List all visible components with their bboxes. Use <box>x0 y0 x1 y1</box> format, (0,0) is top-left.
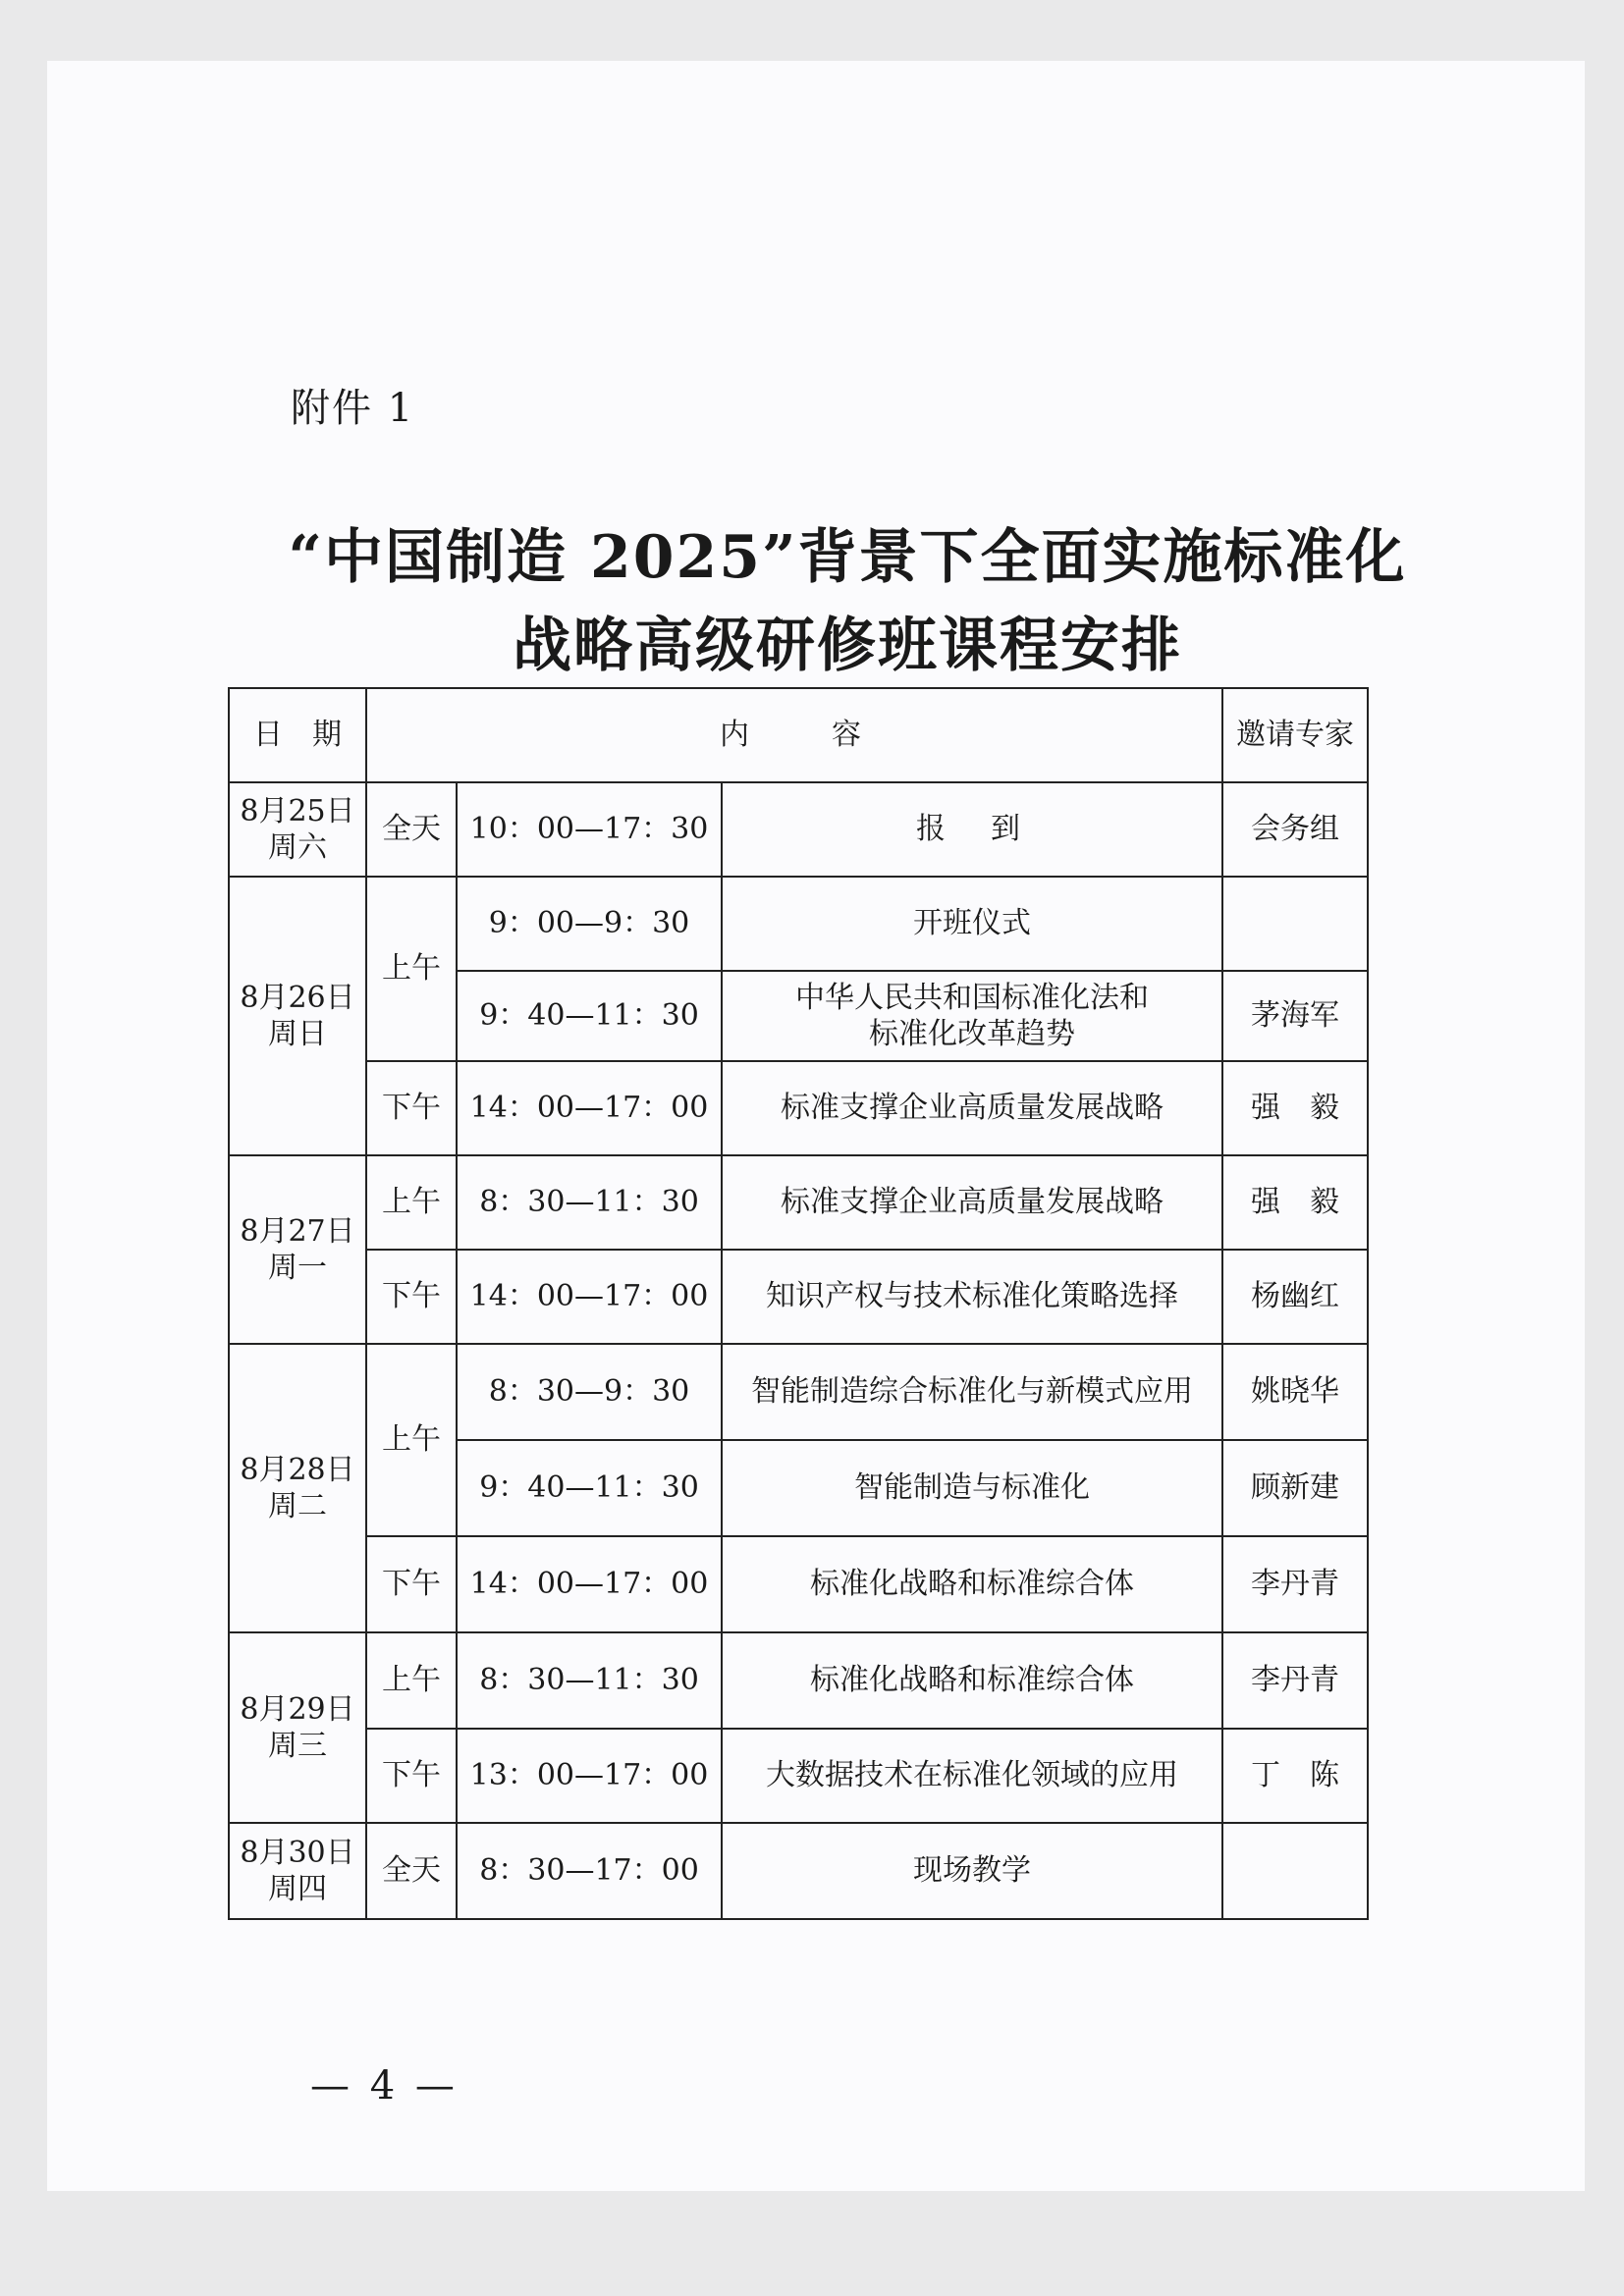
weekday-text: 周六 <box>268 830 327 865</box>
expert-cell: 茅海军 <box>1222 971 1368 1061</box>
expert-cell <box>1222 877 1368 971</box>
period-cell: 上午 <box>366 1632 457 1729</box>
date-text: 8月26日 <box>240 980 355 1015</box>
topic-cell: 智能制造与标准化 <box>722 1440 1222 1536</box>
expert-cell: 杨幽红 <box>1222 1250 1368 1344</box>
period-cell: 下午 <box>366 1536 457 1632</box>
date-text: 8月30日 <box>240 1835 355 1870</box>
attachment-label: 附件 1 <box>291 386 415 431</box>
schedule-table <box>228 687 1369 1920</box>
header-row <box>229 688 1368 782</box>
topic-line-1: 中华人民共和国标准化法和 <box>795 980 1149 1015</box>
header-content: 内 容 <box>366 688 1222 782</box>
topic-cell: 标准化战略和标准综合体 <box>722 1536 1222 1632</box>
weekday-text: 周四 <box>268 1872 327 1906</box>
period-cell: 下午 <box>366 1061 457 1155</box>
time-cell: 14：00—17：00 <box>457 1061 722 1155</box>
topic-cell: 现场教学 <box>722 1823 1222 1919</box>
table-row <box>229 782 1368 877</box>
period-cell: 全天 <box>366 1823 457 1919</box>
date-cell <box>229 782 366 877</box>
expert-cell: 强 毅 <box>1222 1155 1368 1250</box>
weekday-text: 周三 <box>268 1729 327 1763</box>
expert-cell: 姚晓华 <box>1222 1344 1368 1440</box>
period-cell: 上午 <box>366 1344 457 1536</box>
time-cell: 8：30—17：00 <box>457 1823 722 1919</box>
period-cell: 下午 <box>366 1250 457 1344</box>
period-cell: 下午 <box>366 1729 457 1823</box>
topic-cell: 标准化战略和标准综合体 <box>722 1632 1222 1729</box>
date-cell <box>229 877 366 1155</box>
table-row <box>229 1155 1368 1250</box>
title-line-1: “中国制造 2025”背景下全面实施标准化 <box>288 523 1407 592</box>
table-row <box>229 1632 1368 1729</box>
table-row <box>229 1536 1368 1632</box>
expert-cell: 会务组 <box>1222 782 1368 877</box>
topic-cell: 报 到 <box>722 782 1222 877</box>
expert-cell: 李丹青 <box>1222 1536 1368 1632</box>
date-cell <box>229 1823 366 1919</box>
topic-cell: 标准支撑企业高质量发展战略 <box>722 1061 1222 1155</box>
header-date: 日 期 <box>229 688 366 782</box>
time-cell: 10：00—17：30 <box>457 782 722 877</box>
topic-cell: 开班仪式 <box>722 877 1222 971</box>
table-row <box>229 1250 1368 1344</box>
period-cell: 上午 <box>366 1155 457 1250</box>
topic-cell: 知识产权与技术标准化策略选择 <box>722 1250 1222 1344</box>
table-row <box>229 1344 1368 1440</box>
time-cell: 8：30—11：30 <box>457 1155 722 1250</box>
topic-cell <box>722 971 1222 1061</box>
topic-cell: 大数据技术在标准化领域的应用 <box>722 1729 1222 1823</box>
time-cell: 9：40—11：30 <box>457 971 722 1061</box>
time-cell: 8：30—11：30 <box>457 1632 722 1729</box>
date-text: 8月28日 <box>240 1452 355 1487</box>
weekday-text: 周一 <box>268 1251 327 1285</box>
expert-cell: 李丹青 <box>1222 1632 1368 1729</box>
period-cell: 全天 <box>366 782 457 877</box>
topic-cell: 智能制造综合标准化与新模式应用 <box>722 1344 1222 1440</box>
table-row <box>229 1823 1368 1919</box>
title-line-2: 战略高级研修班课程安排 <box>513 612 1182 680</box>
page-number: — 4 — <box>310 2063 459 2109</box>
weekday-text: 周二 <box>268 1489 327 1523</box>
time-cell: 9：40—11：30 <box>457 1440 722 1536</box>
header-expert: 邀请专家 <box>1222 688 1368 782</box>
table-row <box>229 1061 1368 1155</box>
time-cell: 9：00—9：30 <box>457 877 722 971</box>
expert-cell <box>1222 1823 1368 1919</box>
topic-cell: 标准支撑企业高质量发展战略 <box>722 1155 1222 1250</box>
date-text: 8月29日 <box>240 1691 355 1727</box>
table-row <box>229 1729 1368 1823</box>
time-cell: 8：30—9：30 <box>457 1344 722 1440</box>
time-cell: 14：00—17：00 <box>457 1250 722 1344</box>
topic-line-2: 标准化改革趋势 <box>869 1017 1075 1051</box>
time-cell: 14：00—17：00 <box>457 1536 722 1632</box>
expert-cell: 顾新建 <box>1222 1440 1368 1536</box>
expert-cell: 强 毅 <box>1222 1061 1368 1155</box>
date-text: 8月25日 <box>240 793 355 828</box>
time-cell: 13：00—17：00 <box>457 1729 722 1823</box>
date-text: 8月27日 <box>240 1213 355 1249</box>
date-cell <box>229 1155 366 1344</box>
table-row <box>229 877 1368 971</box>
period-cell: 上午 <box>366 877 457 1061</box>
weekday-text: 周日 <box>268 1017 327 1051</box>
expert-cell: 丁 陈 <box>1222 1729 1368 1823</box>
date-cell <box>229 1632 366 1823</box>
date-cell <box>229 1344 366 1632</box>
